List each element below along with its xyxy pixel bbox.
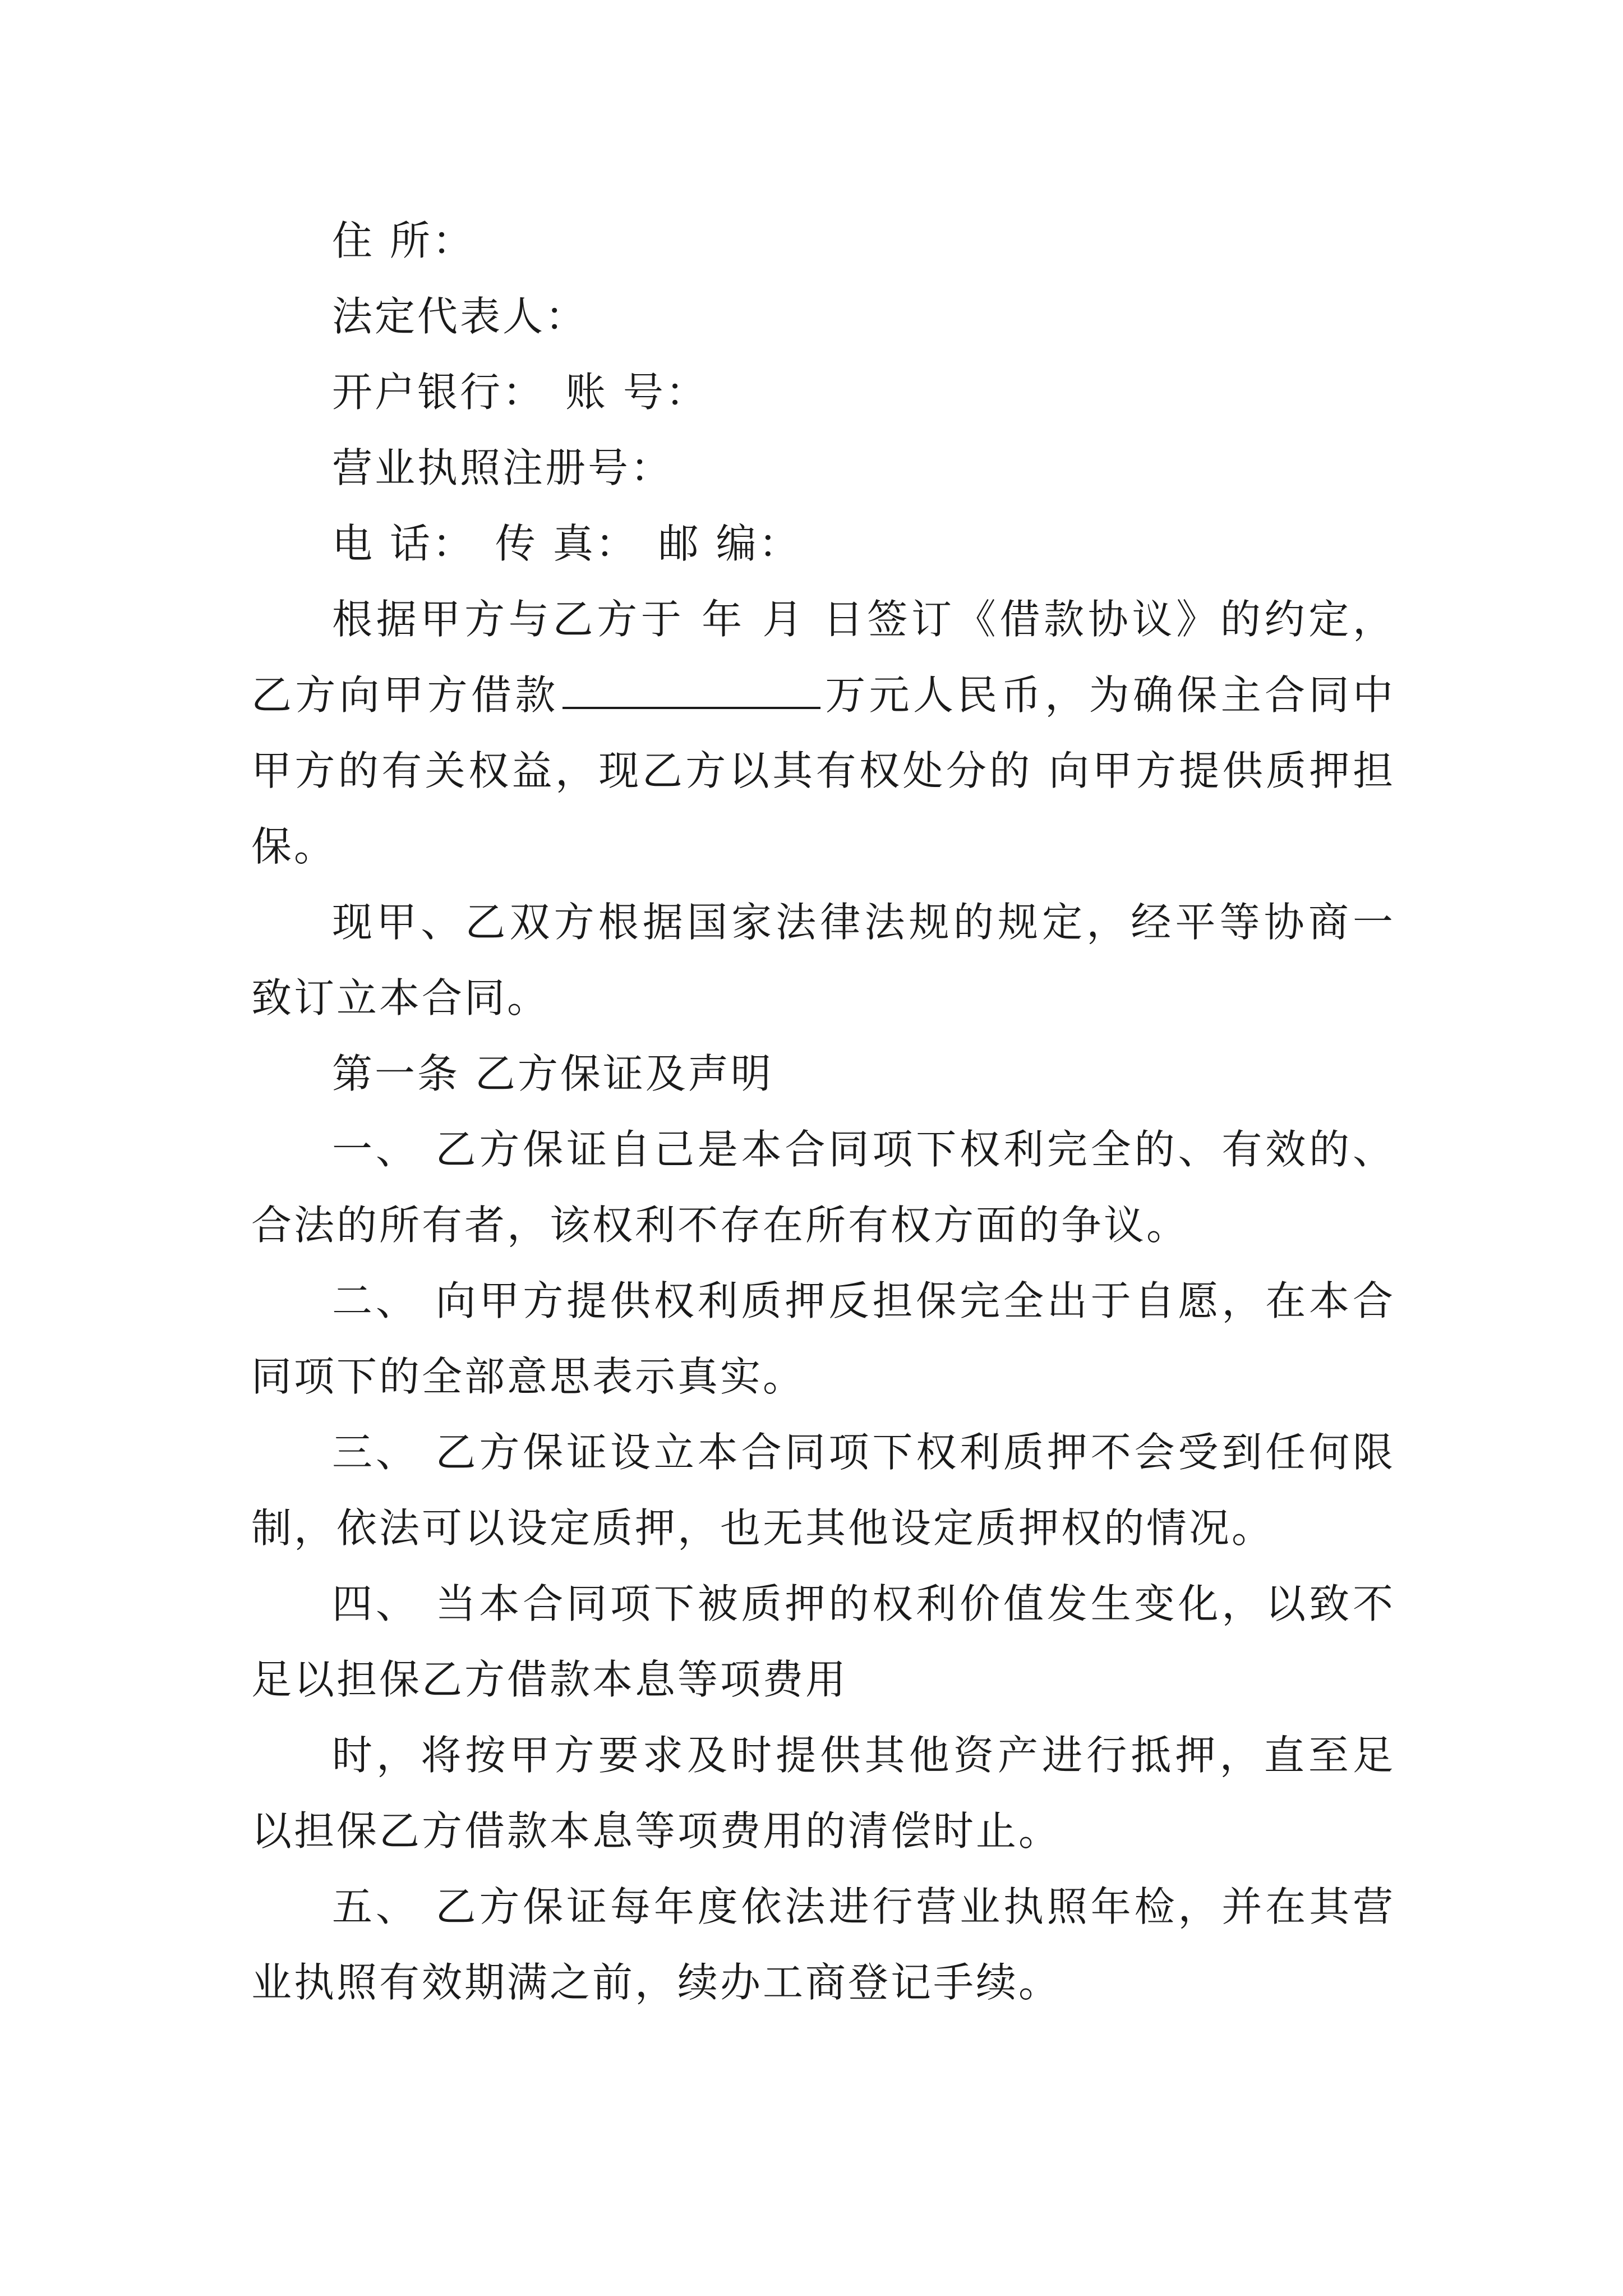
article-1-item-5: 五、 乙方保证每年度依法进行营业执照年检，并在其营业执照有效期满之前，续办工商登记手续。 bbox=[251, 1883, 1395, 2006]
license-field bbox=[251, 430, 1395, 506]
legal-rep-label: 法定代表人： bbox=[332, 293, 588, 340]
article-1-item-4-continued: 时，将按甲方要求及时提供其他资产进行抵押，直至足以担保乙方借款本息等项费用的清偿时止。 bbox=[251, 1732, 1395, 1855]
article-1-item-4: 四、 当本合同项下被质押的权利价值发生变化，以致不足以担保乙方借款本息等项费用 bbox=[251, 1580, 1395, 1703]
agreement-paragraph: 现甲、乙双方根据国家法律法规的规定，经平等协商一致订立本合同。 bbox=[251, 899, 1395, 1022]
account-label: 账 号： bbox=[565, 369, 708, 416]
article-1-item-3: 三、 乙方保证设立本合同项下权利质押不会受到任何限制，依法可以设定质押，也无其他设定质押权的情况。 bbox=[251, 1429, 1395, 1552]
article-1-item-1: 一、 乙方保证自己是本合同项下权利完全的、有效的、合法的所有者，该权利不存在所有权方面的争议。 bbox=[251, 1126, 1395, 1249]
bank-label: 开户银行： bbox=[332, 369, 546, 416]
postcode-label: 邮 编： bbox=[658, 520, 801, 567]
intro-text-a: 根据甲方与乙方于 年 月 日签订《借款协议》的约定，乙方向甲方借款 bbox=[251, 596, 1395, 719]
article-1-item-2: 二、 向甲方提供权利质押反担保完全出于自愿，在本合同项下的全部意思表示真实。 bbox=[251, 1277, 1395, 1400]
article-1-title: 第一条 乙方保证及声明 bbox=[332, 1050, 773, 1097]
contact-line bbox=[251, 506, 1395, 582]
address-label: 住 所： bbox=[332, 217, 475, 264]
intro-paragraph bbox=[251, 582, 1395, 885]
intro-text-b: 万元人民币，为确保主合同中甲方的有关权益，现乙方以其有权处分的 向甲方提供质押担保。 bbox=[251, 671, 1395, 870]
phone-label: 电 话： bbox=[332, 520, 475, 567]
license-label: 营业执照注册号： bbox=[332, 444, 674, 491]
loan-amount-blank bbox=[562, 670, 820, 709]
fax-label: 传 真： bbox=[495, 520, 638, 567]
bank-account-line bbox=[251, 355, 1395, 430]
contract-body bbox=[251, 203, 1395, 2021]
address-field bbox=[251, 203, 1395, 279]
legal-rep-field bbox=[251, 279, 1395, 355]
